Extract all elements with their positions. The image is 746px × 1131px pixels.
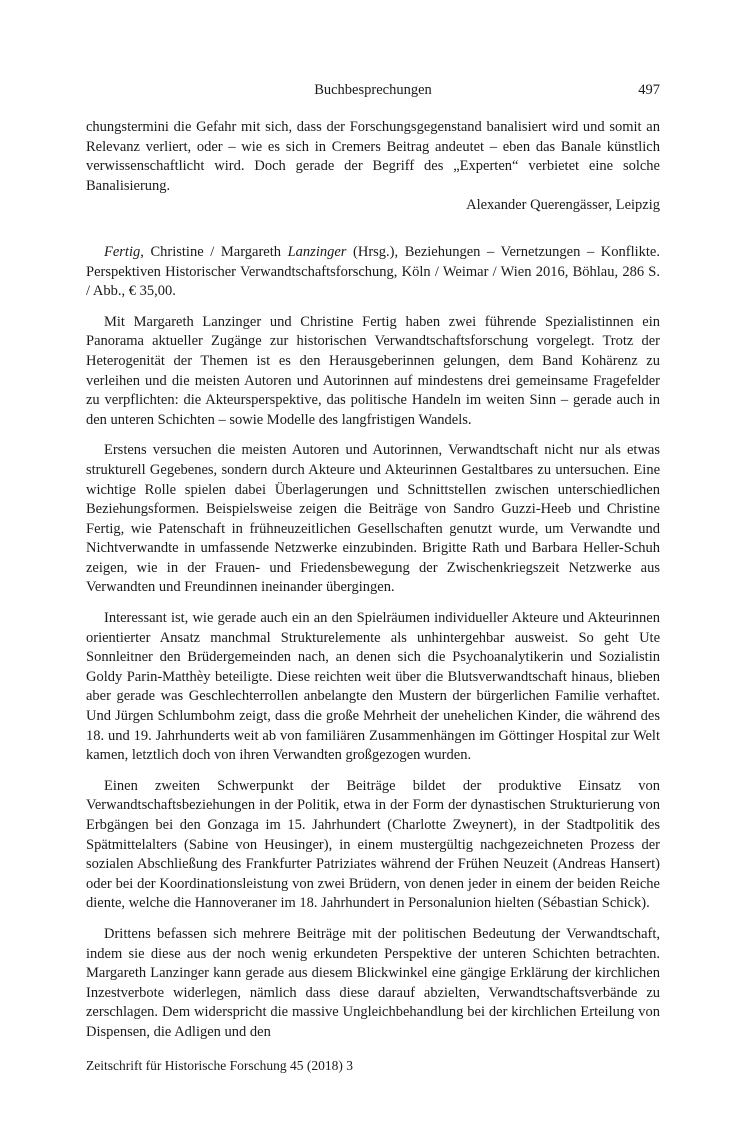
review-paragraph-2: Erstens versuchen die meisten Autoren und Autorinnen, Verwandtschaft nicht nur als etwas strukturell Gegebenes, sondern durch Akteure und Akteurinnen Gestaltbares zu untersuchen. Eine wichtige Rolle spielen dabei Überlagerungen und Schnittstellen zwischen unterschiedlichen Beziehungsformen. Beispielsweise zeigen die Beiträge von Sandro Guzzi-Heeb und Christine Fertig, wie Patenschaft in frühneuzeitlichen Gesellschaften genutzt wurde, um Verwandte und Nichtverwandte in umfassende Netzwerke einzubinden. Brigitte Rath und Barbara Heller-Schuh zeigen, wie in der Frauen- und Friedensbewegung der Zwischenkriegszeit Netzwerke aus Verwandten und Freundinnen ineinander übergingen. (86, 442, 660, 596)
author1-surname: Fertig (104, 243, 141, 260)
author2-surname: Lanzinger (287, 243, 347, 260)
author1-rest: , Christine / Margareth (140, 243, 288, 260)
journal-footer: Zeitschrift für Historische Forschung 45 (2018) 3 (86, 1058, 353, 1073)
review-paragraph-4: Einen zweiten Schwerpunkt der Beiträge bildet der produktive Einsatz von Verwandtschaftsbeziehungen in der Politik, etwa in der Form der dynastischen Strukturierung von Erbgängen bei den Gonzaga im 15. Jahrhundert (Charlotte Zweynert), in der Stadtpolitik des Spätmittelalters (Sabine von Heusinger), in einem mustergültig nachgezeichneten Prozess der sozialen Abschließung des Frankfurter Patriziates während der Frühen Neuzeit (Andreas Hansert) oder bei der Koordinationsleistung von zwei Brüdern, von denen jeder in einem der beiden Reiche diente, welche die Hannoveraner im 18. Jahrhundert in Personalunion hielten (Sébastian Schick). (86, 777, 660, 912)
continuation-paragraph: chungstermini die Gefahr mit sich, dass der Forschungsgegenstand banalisiert wird und somit an Relevanz verliert, oder – wie es sich in Cremers Beitrag andeutet – eben das Banale künstlich verwissenschaftlicht wird. Doch gerade der Begriff des „Experten“ verbietet eine solche Banalisierung. (86, 119, 660, 194)
text-block (86, 118, 660, 1043)
review-paragraph-5: Drittens befassen sich mehrere Beiträge mit der politischen Bedeutung der Verwandtschaft, indem sie diese aus der noch wenig erkundeten Perspektive der unteren Schichten betrachten. Margareth Lanzinger kann gerade aus diesem Blickwinkel eine gängige Erklärung der kirchlichen Inzestverbote widerlegen, nämlich dass diese darauf abzielten, Verwandtschaftsverbände zu zerschlagen. Dem widerspricht die massive Ungleichbehandlung bei der kirchlichen Erteilung von Dispensen, die Adligen und den (86, 925, 660, 1040)
reviewer-signature: Alexander Querengässer, Leipzig (466, 197, 660, 214)
page-number: 497 (638, 82, 660, 98)
document-page (86, 0, 660, 1131)
running-head-title: Buchbesprechungen (314, 82, 432, 98)
review-paragraph-3: Interessant ist, wie gerade auch ein an den Spielräumen individueller Akteure und Akteurinnen orientierter Ansatz manchmal Strukturelemente als unhintergehbar ausweist. So geht Ute Sonnleitner den Brüdergemeinden nach, an denen sich die Psychoanalytikerin und Sozialistin Goldy Parin-Matthèy beteiligte. Diese reichten weit über die Blutsverwandtschaft hinaus, blieben aber gerade was Geschlechterrollen anbelangte den Mustern der bürgerlichen Familie verhaftet. Und Jürgen Schlumbohm zeigt, dass die große Mehrheit der unehelichen Kinder, die während des 18. und 19. Jahrhunderts weit ab von familiären Zusammenhängen im Göttinger Hospital zur Welt kamen, letztlich doch von ihren Verwandten großgezogen wurden. (86, 610, 660, 764)
review-paragraph-1: Mit Margareth Lanzinger und Christine Fertig haben zwei führende Spezialistinnen ein Panorama aktueller Zugänge zur historischen Verwandtschaftsforschung vorgelegt. Trotz der Heterogenität der Themen ist es den Herausgeberinnen gelungen, dem Band Kohärenz zu verleihen und die meisten Autoren und Autorinnen auf mindestens drei gemeinsame Fragefelder zu verpflichten: die Akteursperspektive, das politische Handeln im weiten Sinn – gerade auch in den unteren Schichten – sowie Modelle des langfristigen Wandels. (86, 313, 660, 428)
bibliographic-entry (86, 243, 660, 302)
running-head (86, 82, 660, 102)
bibliographic-rest: (Hrsg.), Beziehungen – Vernetzungen – Konflikte. Perspektiven Historischer Verwandtschaftsforschung, Köln / Weimar / Wien 2016, Böhlau, 286 S. / Abb., € 35,00. (86, 243, 660, 300)
